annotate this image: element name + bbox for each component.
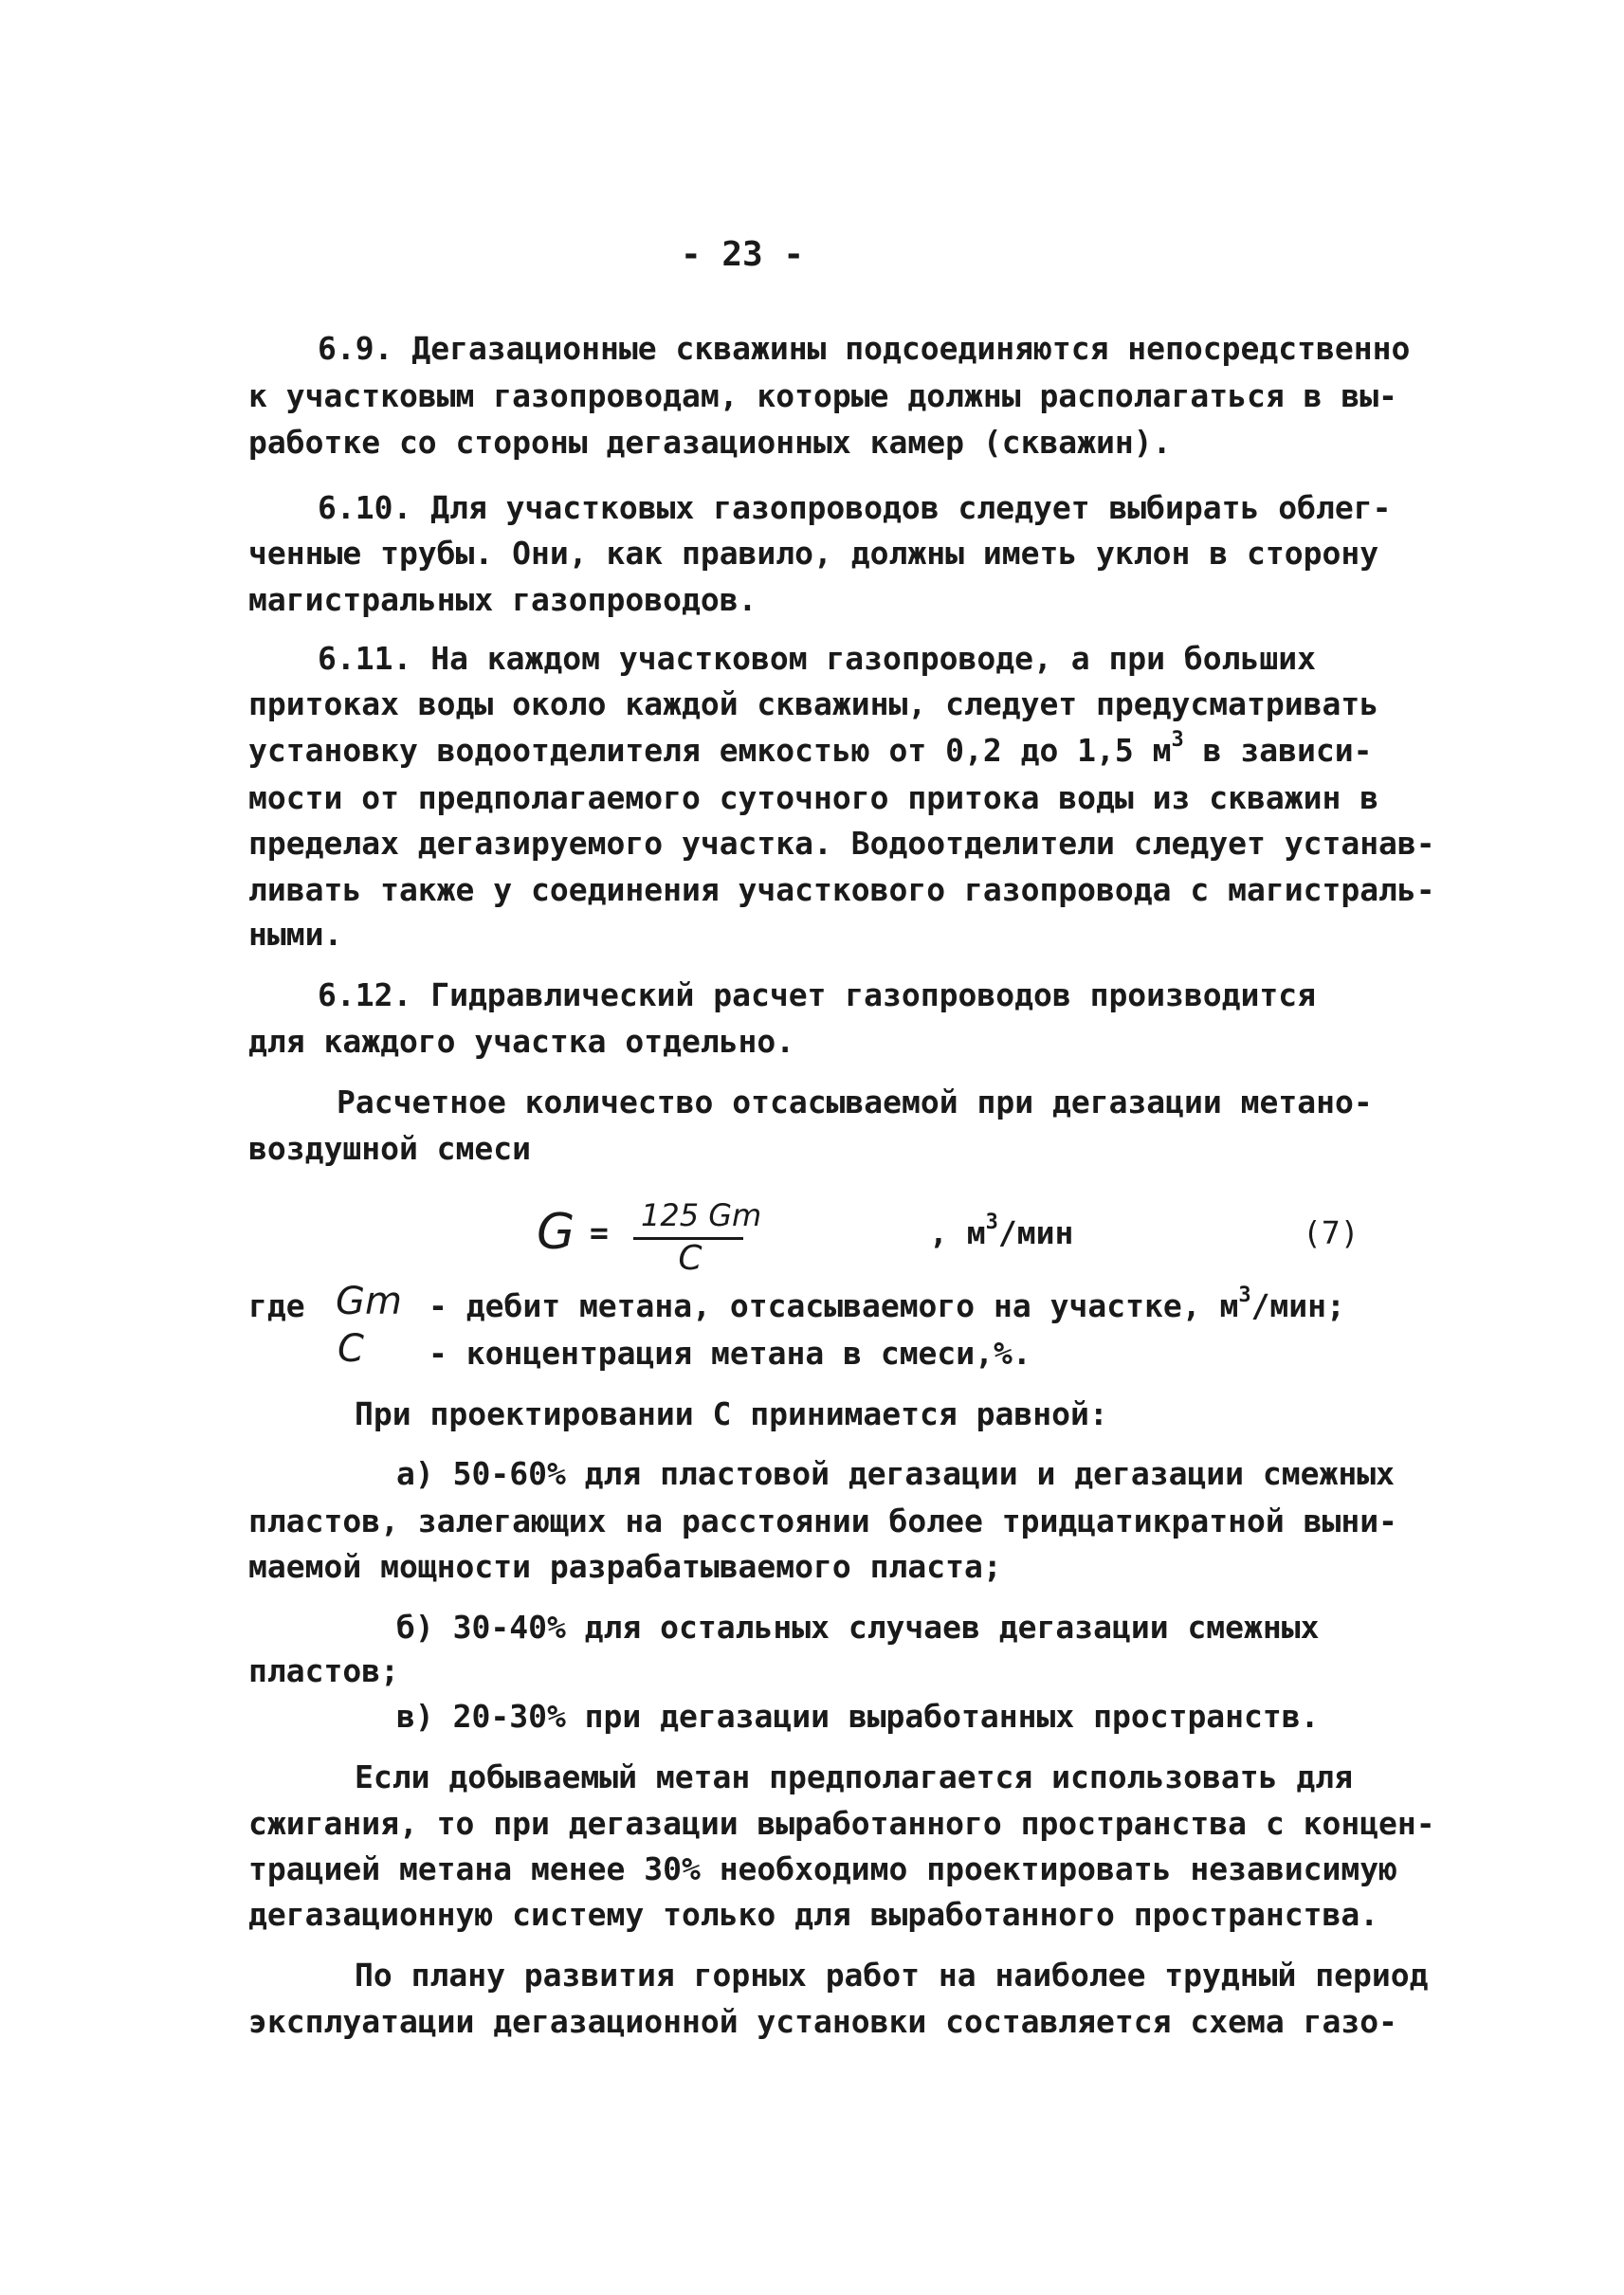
- definition-gm: [429, 1284, 1345, 1325]
- para-6-10-line-1: 6.10. Для участковых газопроводов следует выбирать облег-: [318, 489, 1392, 526]
- para-6-11-line-1: 6.11. На каждом участковом газопроводе, а при больших: [318, 640, 1316, 677]
- formula-lhs: G: [537, 1204, 575, 1261]
- para-6-11-line-5: пределах дегазируемого участка. Водоотделители следует устанав-: [248, 825, 1435, 862]
- burn-line-4: дегазационную систему только для выработанного пространства.: [248, 1896, 1379, 1933]
- plan-line-2: эксплуатации дегазационной установки составляется схема газо-: [248, 2003, 1397, 2040]
- where-word: где: [248, 1287, 305, 1324]
- item-b-line-1: б) 30-40% для остальных случаев дегазации смежных: [396, 1609, 1320, 1646]
- formula-unit-sup: 3: [985, 1211, 998, 1234]
- formula-unit-prefix: , м: [929, 1214, 986, 1251]
- para-6-9-line-3: работке со стороны дегазационных камер (скважин).: [248, 424, 1172, 461]
- formula-number: (7): [1303, 1214, 1359, 1251]
- para-6-11-line-7: ными.: [248, 916, 343, 953]
- burn-line-1: Если добываемый метан предполагается использовать для: [355, 1758, 1353, 1795]
- item-a-line-1: а) 50-60% для пластовой дегазации и дегазации смежных: [396, 1455, 1395, 1492]
- burn-line-2: сжигания, то при дегазации выработанного пространства с концен-: [248, 1805, 1435, 1842]
- para-6-11-line-4: мости от предполагаемого суточного притока воды из скважин в: [248, 779, 1379, 816]
- item-a-line-3: маемой мощности разрабатываемого пласта;: [248, 1548, 1002, 1585]
- formula-denominator: C: [678, 1239, 703, 1278]
- definition-gm-text: - дебит метана, отсасываемого на участке, м: [429, 1287, 1239, 1324]
- design-intro: При проектировании C принимается равной:: [355, 1395, 1108, 1432]
- para-6-10-line-2: ченные трубы. Они, как правило, должны иметь уклон в сторону: [248, 535, 1379, 572]
- symbol-gm: Gm: [336, 1280, 402, 1323]
- plan-line-1: По плану развития горных работ на наиболее трудный период: [355, 1957, 1429, 1994]
- calc-line-2: воздушной смеси: [248, 1130, 532, 1167]
- item-b-line-2: пластов;: [248, 1652, 399, 1689]
- para-6-11-line-3: [248, 728, 1373, 770]
- burn-line-3: трацией метана менее 30% необходимо проектировать независимую: [248, 1850, 1397, 1887]
- formula-unit: [929, 1211, 1074, 1252]
- formula-numerator: 125 Gm: [641, 1197, 762, 1233]
- para-6-11-line-6: ливать также у соединения участкового газопровода с магистраль-: [248, 871, 1435, 908]
- para-6-12-line-2: для каждого участка отдельно.: [248, 1023, 795, 1060]
- item-a-line-2: пластов, залегающих на расстоянии более тридцатикратной выни-: [248, 1503, 1397, 1539]
- para-6-9-line-1: 6.9. Дегазационные скважины подсоединяются непосредственно: [318, 330, 1411, 367]
- page-number: - 23 -: [681, 235, 805, 274]
- para-6-9-line-2: к участковым газопроводам, которые должны располагаться в вы-: [248, 377, 1397, 414]
- calc-line-1: Расчетное количество отсасываемой при дегазации метано-: [337, 1084, 1373, 1120]
- formula-equals: =: [590, 1214, 609, 1251]
- para-6-12-line-1: 6.12. Гидравлический расчет газопроводов производится: [318, 976, 1316, 1013]
- formula-unit-suffix: /мин: [997, 1214, 1074, 1251]
- definition-gm-end: /мин;: [1250, 1287, 1345, 1324]
- para-6-10-line-3: магистральных газопроводов.: [248, 581, 757, 618]
- definition-gm-sup: 3: [1238, 1284, 1251, 1307]
- definition-c: - концентрация метана в смеси,%.: [429, 1335, 1031, 1372]
- para-6-11-line-2: притоках воды около каждой скважины, следует предусматривать: [248, 685, 1379, 722]
- para-6-11-line-3a: установку водоотделителя емкостью от 0,2 до 1,5 м: [248, 732, 1172, 769]
- item-c-line-1: в) 20-30% при дегазации выработанных пространств.: [396, 1698, 1320, 1735]
- cubic-superscript: 3: [1171, 728, 1184, 752]
- symbol-c: C: [338, 1327, 364, 1371]
- para-6-11-line-3b: в зависи-: [1183, 732, 1373, 769]
